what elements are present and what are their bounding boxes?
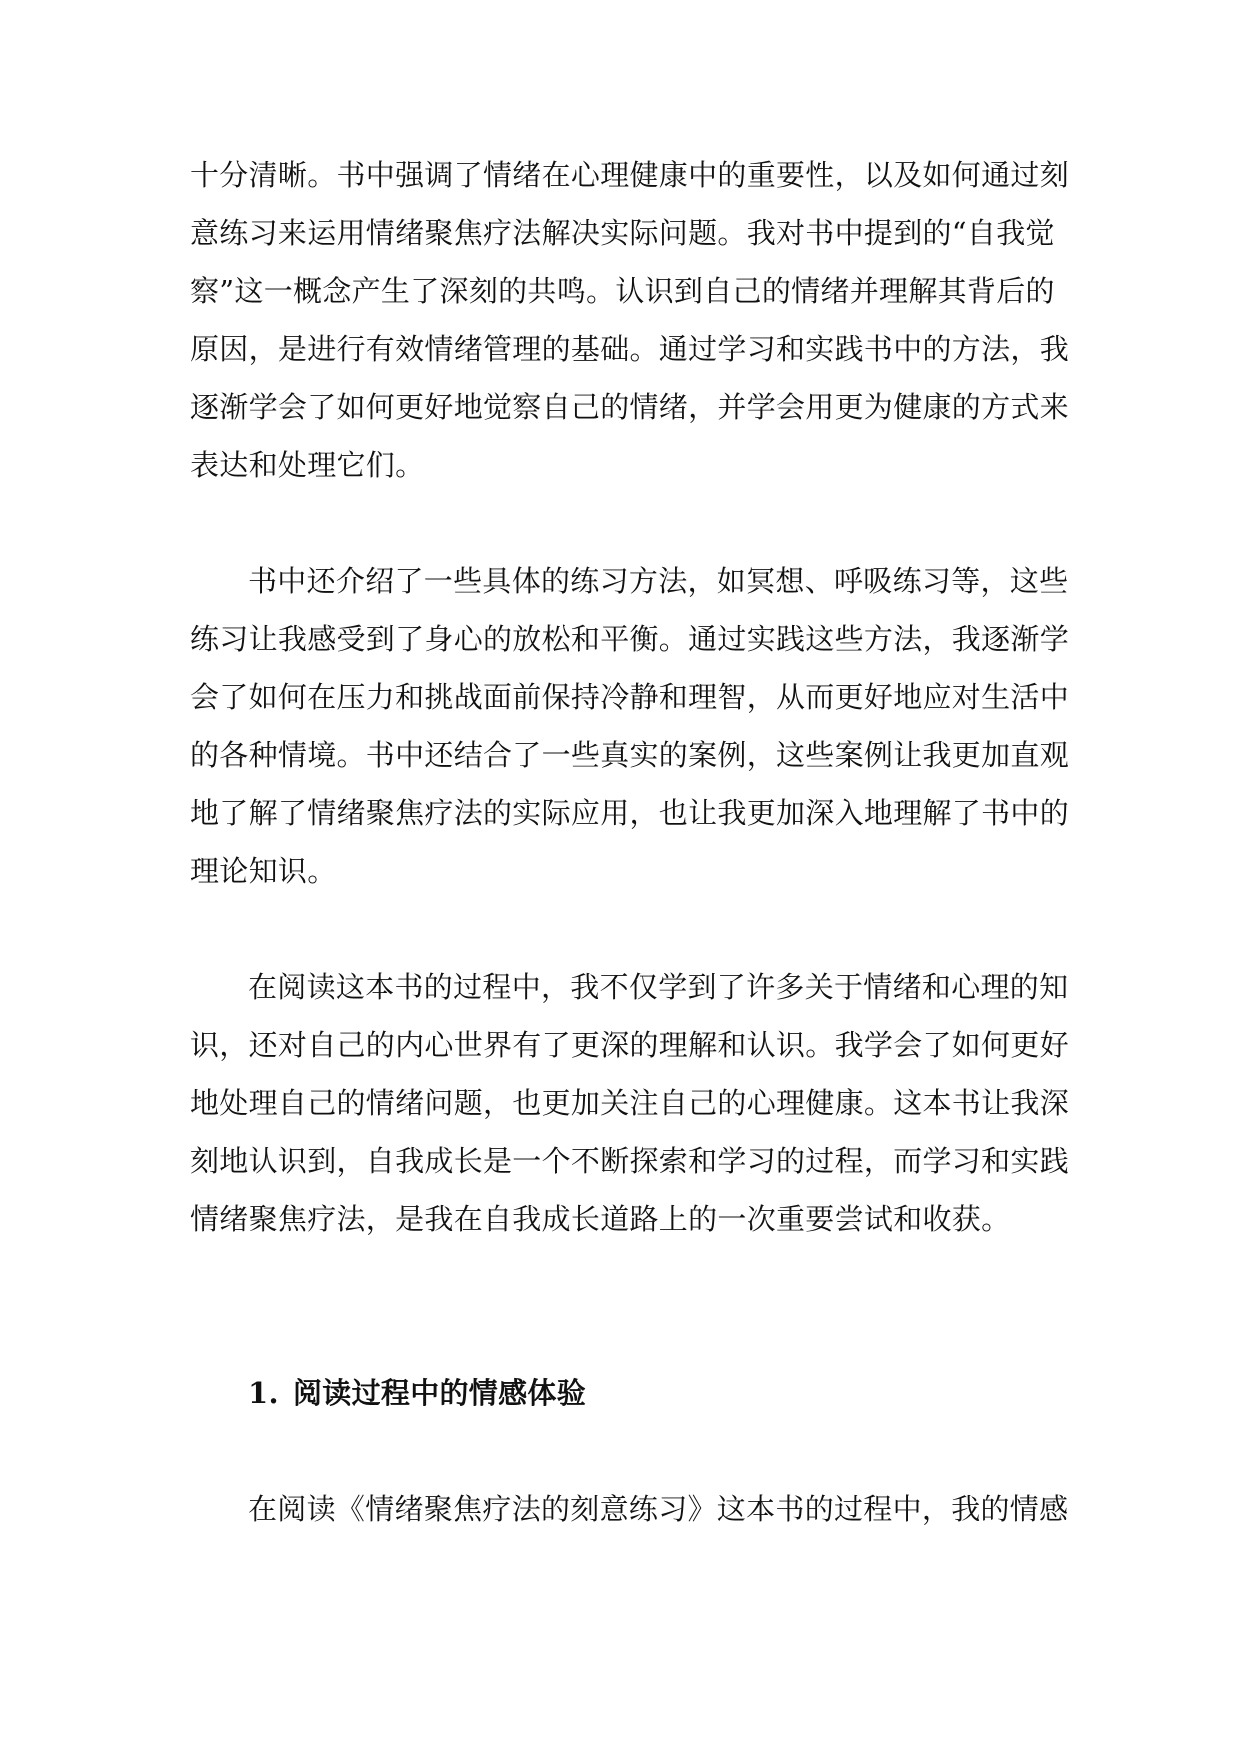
document-content [190,146,1070,1538]
paragraph-line: 意练习来运用情绪聚焦疗法解决实际问题。我对书中提到的“自我觉 [190,216,1055,250]
paragraph-spacing [190,494,1060,552]
section-heading [190,1364,1060,1422]
paragraph-line: 练习让我感受到了身心的放松和平衡。通过实践这些方法，我逐渐学 [190,622,1070,656]
paragraph-line: 察”这一概念产生了深刻的共鸣。认识到自己的情绪并理解其背后的 [190,274,1055,308]
paragraph-line: 会了如何在压力和挑战面前保持冷静和理智，从而更好地应对生活中 [190,680,1070,714]
paragraph-line: 刻地认识到，自我成长是一个不断探索和学习的过程，而学习和实践 [190,1144,1070,1178]
paragraph-line: 原因，是进行有效情绪管理的基础。通过学习和实践书中的方法，我 [190,332,1070,366]
heading-number: 1. [248,1376,279,1410]
paragraph-line: 情绪聚焦疗法，是我在自我成长道路上的一次重要尝试和收获。 [190,1202,1011,1236]
paragraph-spacing [190,900,1060,958]
heading-title: 阅读过程中的情感体验 [293,1376,587,1410]
paragraph-line: 逐渐学会了如何更好地觉察自己的情绪，并学会用更为健康的方式来 [190,390,1070,424]
paragraph-spacing [190,1422,1060,1480]
paragraph-spacing [190,1248,1060,1306]
paragraph-line: 地处理自己的情绪问题，也更加关注自己的心理健康。这本书让我深 [190,1086,1070,1120]
paragraph-line: 理论知识。 [190,854,337,888]
paragraph-line: 书中还介绍了一些具体的练习方法，如冥想、呼吸练习等，这些 [248,564,1069,598]
paragraph-line: 在阅读这本书的过程中，我不仅学到了许多关于情绪和心理的知 [248,970,1069,1004]
paragraph-line: 的各种情境。书中还结合了一些真实的案例，这些案例让我更加直观 [190,738,1070,772]
paragraph-line: 地了解了情绪聚焦疗法的实际应用，也让我更加深入地理解了书中的 [190,796,1070,830]
paragraph-3 [190,958,1070,1248]
paragraph-line: 表达和处理它们。 [190,448,425,482]
paragraph-spacing [190,1306,1060,1364]
paragraph-line: 十分清晰。书中强调了情绪在心理健康中的重要性，以及如何通过刻 [190,158,1070,192]
paragraph-4 [190,1480,1069,1538]
paragraph-1 [190,146,1070,494]
paragraph-line: 识，还对自己的内心世界有了更深的理解和认识。我学会了如何更好 [190,1028,1070,1062]
paragraph-2 [190,552,1070,900]
paragraph-line: 在阅读《情绪聚焦疗法的刻意练习》这本书的过程中，我的情感 [248,1492,1069,1526]
